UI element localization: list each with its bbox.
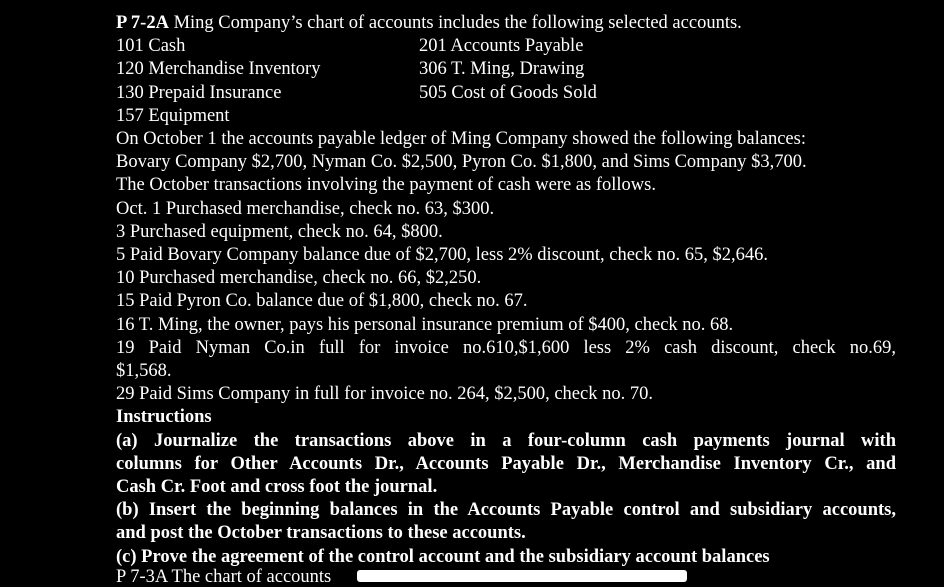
instruction-a: Cash Cr. Foot and cross foot the journal. (116, 477, 438, 498)
ledger-line: The October transactions involving the payment of cash were as follows. (116, 175, 656, 196)
instruction-b: (b) Insert the beginning balances in the Accounts Payable control and subsidiary accounts, (116, 500, 896, 521)
transaction-line: Oct. 1 Purchased merchandise, check no. 63, $300. (116, 198, 495, 219)
instruction-b: and post the October transactions to these accounts. (116, 523, 526, 544)
problem-intro: Ming Company’s chart of accounts includes the following selected accounts. (173, 13, 742, 33)
account-row (116, 58, 896, 81)
account-row (116, 35, 896, 58)
account-row (116, 82, 896, 105)
redaction-bar (357, 570, 687, 582)
instruction-c: (c) Prove the agreement of the control account and the subsidiary account balances (116, 546, 770, 567)
account-row (116, 105, 896, 128)
transaction-line: $1,568. (116, 361, 172, 382)
account-left: 130 Prepaid Insurance (116, 82, 282, 103)
account-right: 505 Cost of Goods Sold (419, 82, 597, 103)
transaction-line: 3 Purchased equipment, check no. 64, $800. (116, 221, 443, 242)
problem-text (116, 12, 896, 569)
next-problem-text: P 7-3A The chart of accounts (116, 567, 332, 587)
instruction-a: (a) Journalize the transactions above in a four-column cash payments journal with (116, 430, 896, 451)
transaction-line: 29 Paid Sims Company in full for invoice no. 264, $2,500, check no. 70. (116, 384, 653, 405)
transaction-line: 10 Purchased merchandise, check no. 66, $2,250. (116, 268, 482, 289)
instruction-a: columns for Other Accounts Dr., Accounts Payable Dr., Merchandise Inventory Cr., and (116, 453, 896, 474)
instructions-heading: Instructions (116, 407, 212, 428)
account-right: 201 Accounts Payable (419, 36, 584, 57)
account-left: 157 Equipment (116, 105, 230, 126)
transaction-line: 5 Paid Bovary Company balance due of $2,700, less 2% discount, check no. 65, $2,646. (116, 245, 769, 266)
transaction-line: 19 Paid Nyman Co.in full for invoice no.610,$1,600 less 2% cash discount, check no.69, (116, 337, 896, 358)
account-left: 101 Cash (116, 36, 186, 57)
problem-code: P 7-2A (116, 13, 169, 33)
transaction-line: 16 T. Ming, the owner, pays his personal insurance premium of $400, check no. 68. (116, 314, 734, 335)
account-right: 306 T. Ming, Drawing (419, 59, 585, 80)
account-left: 120 Merchandise Inventory (116, 59, 321, 80)
ledger-line: Bovary Company $2,700, Nyman Co. $2,500, Pyron Co. $1,800, and Sims Company $3,700. (116, 152, 807, 173)
problem-header (116, 12, 896, 35)
ledger-line: On October 1 the accounts payable ledger of Ming Company showed the following balances: (116, 129, 806, 150)
transaction-line: 15 Paid Pyron Co. balance due of $1,800, check no. 67. (116, 291, 528, 312)
